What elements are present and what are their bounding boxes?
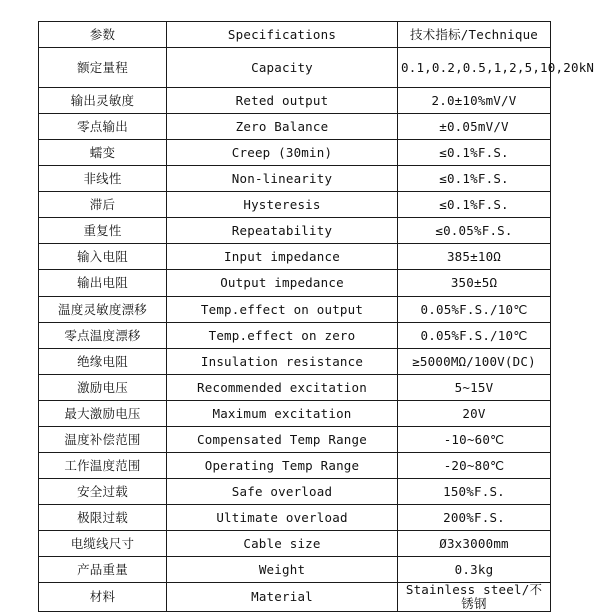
table-row <box>39 192 551 218</box>
value-cell: ≥5000MΩ/100V(DC) <box>398 349 551 375</box>
value-cell: 350±5Ω <box>398 270 551 297</box>
spec-en-cell: Temp.effect on output <box>167 297 398 323</box>
value-cell: 20V <box>398 401 551 427</box>
value-cell: 0.05%F.S./10℃ <box>398 297 551 323</box>
param-cn-cell: 输出电阻 <box>39 270 167 297</box>
table-row <box>39 244 551 270</box>
table-row <box>39 349 551 375</box>
spec-en-cell: Ultimate overload <box>167 505 398 531</box>
param-cn-cell: 材料 <box>39 583 167 612</box>
value-cell: 150%F.S. <box>398 479 551 505</box>
value-cell: ≤0.05%F.S. <box>398 218 551 244</box>
value-cell: ≤0.1%F.S. <box>398 140 551 166</box>
spec-en-cell: Capacity <box>167 48 398 88</box>
spec-en-cell: Output impedance <box>167 270 398 297</box>
value-cell: -20~80℃ <box>398 453 551 479</box>
param-cn-cell: 极限过载 <box>39 505 167 531</box>
value-cell: Stainless steel/不锈钢 <box>398 583 551 612</box>
value-cell: ±0.05mV/V <box>398 114 551 140</box>
param-cn-cell: 绝缘电阻 <box>39 349 167 375</box>
header-row <box>39 22 551 48</box>
spec-en-cell: Zero Balance <box>167 114 398 140</box>
param-cn-cell: 产品重量 <box>39 557 167 583</box>
value-cell: 385±10Ω <box>398 244 551 270</box>
param-cn-cell: 输入电阻 <box>39 244 167 270</box>
value-cell: 5~15V <box>398 375 551 401</box>
spec-en-cell: Non-linearity <box>167 166 398 192</box>
value-cell: -10~60℃ <box>398 427 551 453</box>
param-cn-cell: 激励电压 <box>39 375 167 401</box>
spec-en-cell: Cable size <box>167 531 398 557</box>
specifications-table <box>38 21 594 612</box>
table-row <box>39 140 551 166</box>
value-cell: 0.1,0.2,0.5,1,2,5,10,20kN <box>398 48 551 88</box>
table-row <box>39 531 551 557</box>
spec-en-cell: Reted output <box>167 88 398 114</box>
table-row <box>39 557 551 583</box>
table-body <box>39 22 594 612</box>
spec-en-cell: Temp.effect on zero <box>167 323 398 349</box>
table-row <box>39 166 551 192</box>
spec-en-cell: Compensated Temp Range <box>167 427 398 453</box>
spec-en-cell: Safe overload <box>167 479 398 505</box>
value-cell: 0.3kg <box>398 557 551 583</box>
table-row <box>39 401 551 427</box>
spec-en-cell: Maximum excitation <box>167 401 398 427</box>
param-cn-cell: 工作温度范围 <box>39 453 167 479</box>
value-cell: 0.05%F.S./10℃ <box>398 323 551 349</box>
spec-en-cell: Repeatability <box>167 218 398 244</box>
param-cn-cell: 滞后 <box>39 192 167 218</box>
param-cn-cell: 电缆线尺寸 <box>39 531 167 557</box>
spec-en-cell: Input impedance <box>167 244 398 270</box>
table-row <box>39 218 551 244</box>
param-cn-cell: 零点温度漂移 <box>39 323 167 349</box>
table-row <box>39 114 551 140</box>
param-cn-cell: 额定量程 <box>39 48 167 88</box>
table-row <box>39 375 551 401</box>
param-cn-cell: 非线性 <box>39 166 167 192</box>
table-row <box>39 427 551 453</box>
param-cn-cell: 输出灵敏度 <box>39 88 167 114</box>
table-row <box>39 323 551 349</box>
value-cell: 200%F.S. <box>398 505 551 531</box>
header-technique: 技术指标/Technique <box>398 22 551 48</box>
param-cn-cell: 温度灵敏度漂移 <box>39 297 167 323</box>
table-row <box>39 505 551 531</box>
table-row <box>39 48 551 88</box>
param-cn-cell: 温度补偿范围 <box>39 427 167 453</box>
table-row <box>39 453 551 479</box>
table-row <box>39 583 551 612</box>
value-cell: ≤0.1%F.S. <box>398 166 551 192</box>
param-cn-cell: 安全过载 <box>39 479 167 505</box>
param-cn-cell: 零点输出 <box>39 114 167 140</box>
param-cn-cell: 最大激励电压 <box>39 401 167 427</box>
spec-en-cell: Weight <box>167 557 398 583</box>
value-cell: Ø3x3000mm <box>398 531 551 557</box>
value-cell: ≤0.1%F.S. <box>398 192 551 218</box>
spec-en-cell: Creep (30min) <box>167 140 398 166</box>
table-row <box>39 270 551 297</box>
header-param: 参数 <box>39 22 167 48</box>
table-row <box>39 88 551 114</box>
header-specifications: Specifications <box>167 22 398 48</box>
spec-en-cell: Operating Temp Range <box>167 453 398 479</box>
spec-en-cell: Recommended excitation <box>167 375 398 401</box>
param-cn-cell: 蠕变 <box>39 140 167 166</box>
spec-en-cell: Hysteresis <box>167 192 398 218</box>
spec-en-cell: Insulation resistance <box>167 349 398 375</box>
table-row <box>39 479 551 505</box>
value-cell: 2.0±10%mV/V <box>398 88 551 114</box>
table-row <box>39 297 551 323</box>
spec-en-cell: Material <box>167 583 398 612</box>
param-cn-cell: 重复性 <box>39 218 167 244</box>
